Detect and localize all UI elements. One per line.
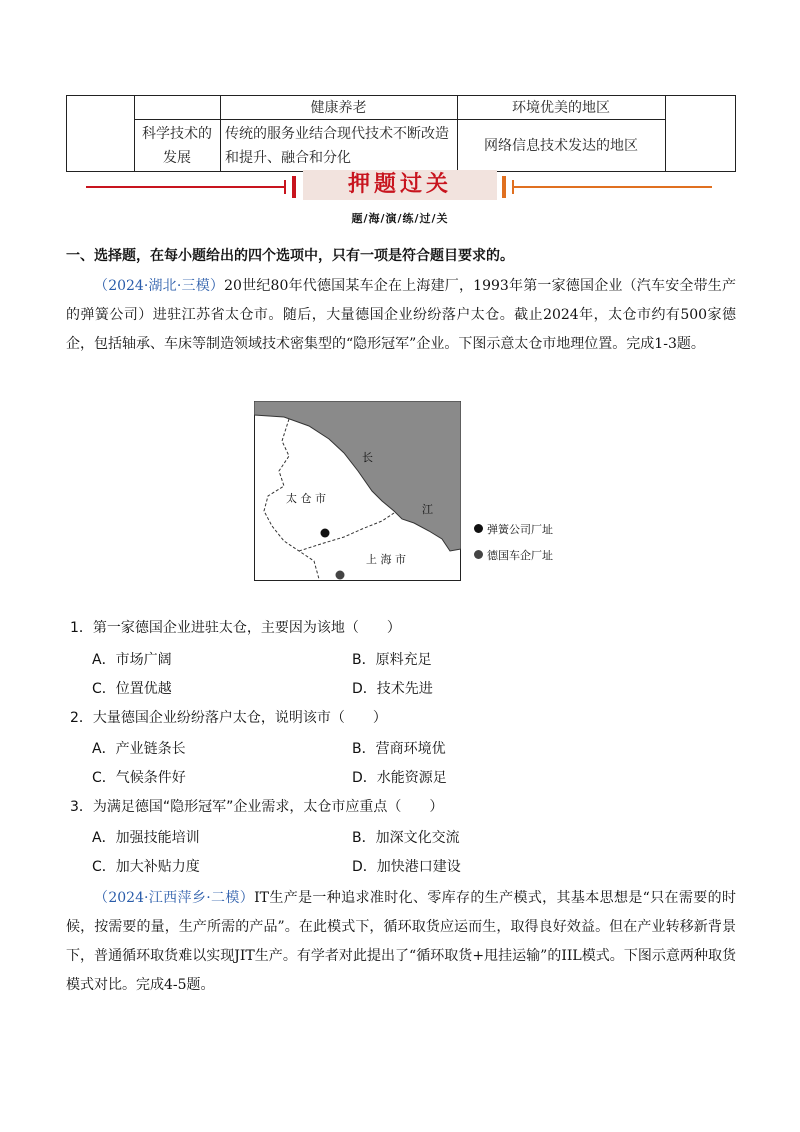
q3-option-a[interactable]: A．加强技能培训: [92, 830, 200, 846]
q1-option-d[interactable]: D．技术先进: [352, 681, 433, 697]
map-label-chang: 长: [362, 451, 373, 464]
passage-source: （2024·湖北·三模）: [94, 278, 225, 294]
table-divider: [665, 96, 666, 171]
map-label-shanghai: 上 海 市: [366, 553, 406, 566]
location-map: [254, 401, 461, 581]
q3-option-b[interactable]: B．加深文化交流: [352, 830, 460, 846]
section-heading: 一、选择题，在每小题给出的四个选项中，只有一项是符合题目要求的。: [66, 248, 514, 264]
banner-subtitle: 题/海/演/练/过/关: [351, 212, 449, 225]
q2-option-b[interactable]: B．营商环境优: [352, 741, 446, 757]
map-label-taicang: 太 仓 市: [286, 492, 326, 505]
q1-option-c[interactable]: C．位置优越: [92, 681, 172, 697]
passage-text: 20世纪80年代德国某车企在上海建厂，1993年第一家德国企业（汽车安全带生产的弹簧公司）进驻江苏省太仓市。随后，大量德国企业纷纷落户太仓。截止2024年，太仓市约有500家德企，包括轴承、车床等制造领域技术密集型的“隐形冠军”企业。下图示意太仓市地理位置。完成1-3题。: [66, 278, 736, 352]
question-1: 1．第一家德国企业进驻太仓，主要因为该地（ ）: [70, 620, 401, 636]
map-label-jiang: 江: [422, 503, 433, 516]
question-2: 2．大量德国企业纷纷落户太仓，说明该市（ ）: [70, 710, 387, 726]
legend-dot-spring: [474, 524, 483, 533]
banner-line-right: [512, 186, 712, 188]
passage-text: IT生产是一种追求准时化、零库存的生产模式，其基本思想是“只在需要的时候，按需要的量，生产所需的产品”。在此模式下，循环取货应运而生，取得良好效益。但在产业转移新背景下，普通循环取货难以实现JIT生产。有学者对此提出了“循环取货+甩挂运输”的IIL模式。下图示意两种取货模式对比。完成4-5题。: [66, 890, 736, 993]
q3-option-d[interactable]: D．加快港口建设: [352, 859, 461, 875]
passage-source: （2024·江西萍乡·二模）: [94, 890, 255, 906]
passage-1: [66, 272, 736, 359]
banner-bar: [502, 176, 506, 198]
table-cell: 网络信息技术发达的地区: [484, 138, 638, 154]
table-divider: [134, 96, 135, 171]
passage-2: [66, 884, 736, 1000]
spring-company-site: [321, 529, 330, 538]
banner-bar: [292, 176, 296, 198]
banner-title: 押题过关: [303, 170, 497, 200]
q2-option-d[interactable]: D．水能资源足: [352, 770, 447, 786]
question-3: 3．为满足德国“隐形冠军”企业需求，太仓市应重点（ ）: [70, 799, 444, 815]
summary-table: [66, 95, 736, 172]
q1-option-a[interactable]: A．市场广阔: [92, 652, 172, 668]
q1-option-b[interactable]: B．原料充足: [352, 652, 432, 668]
banner-line-left: [86, 186, 286, 188]
table-cell: 健康养老: [310, 100, 367, 116]
q2-option-a[interactable]: A．产业链条长: [92, 741, 186, 757]
table-cell: 科学技术的发展: [142, 126, 212, 166]
german-automaker-site: [336, 571, 345, 580]
legend-dot-automaker: [474, 550, 483, 559]
table-cell: 传统的服务业结合现代技术不断改造和提升、融合和分化: [225, 126, 449, 166]
banner-tick: [284, 180, 286, 194]
legend-label-spring: 弹簧公司厂址: [487, 523, 553, 536]
legend-label-automaker: 德国车企厂址: [487, 549, 553, 562]
q3-option-c[interactable]: C．加大补贴力度: [92, 859, 200, 875]
q2-option-c[interactable]: C．气候条件好: [92, 770, 186, 786]
table-cell: 环境优美的地区: [512, 100, 610, 116]
